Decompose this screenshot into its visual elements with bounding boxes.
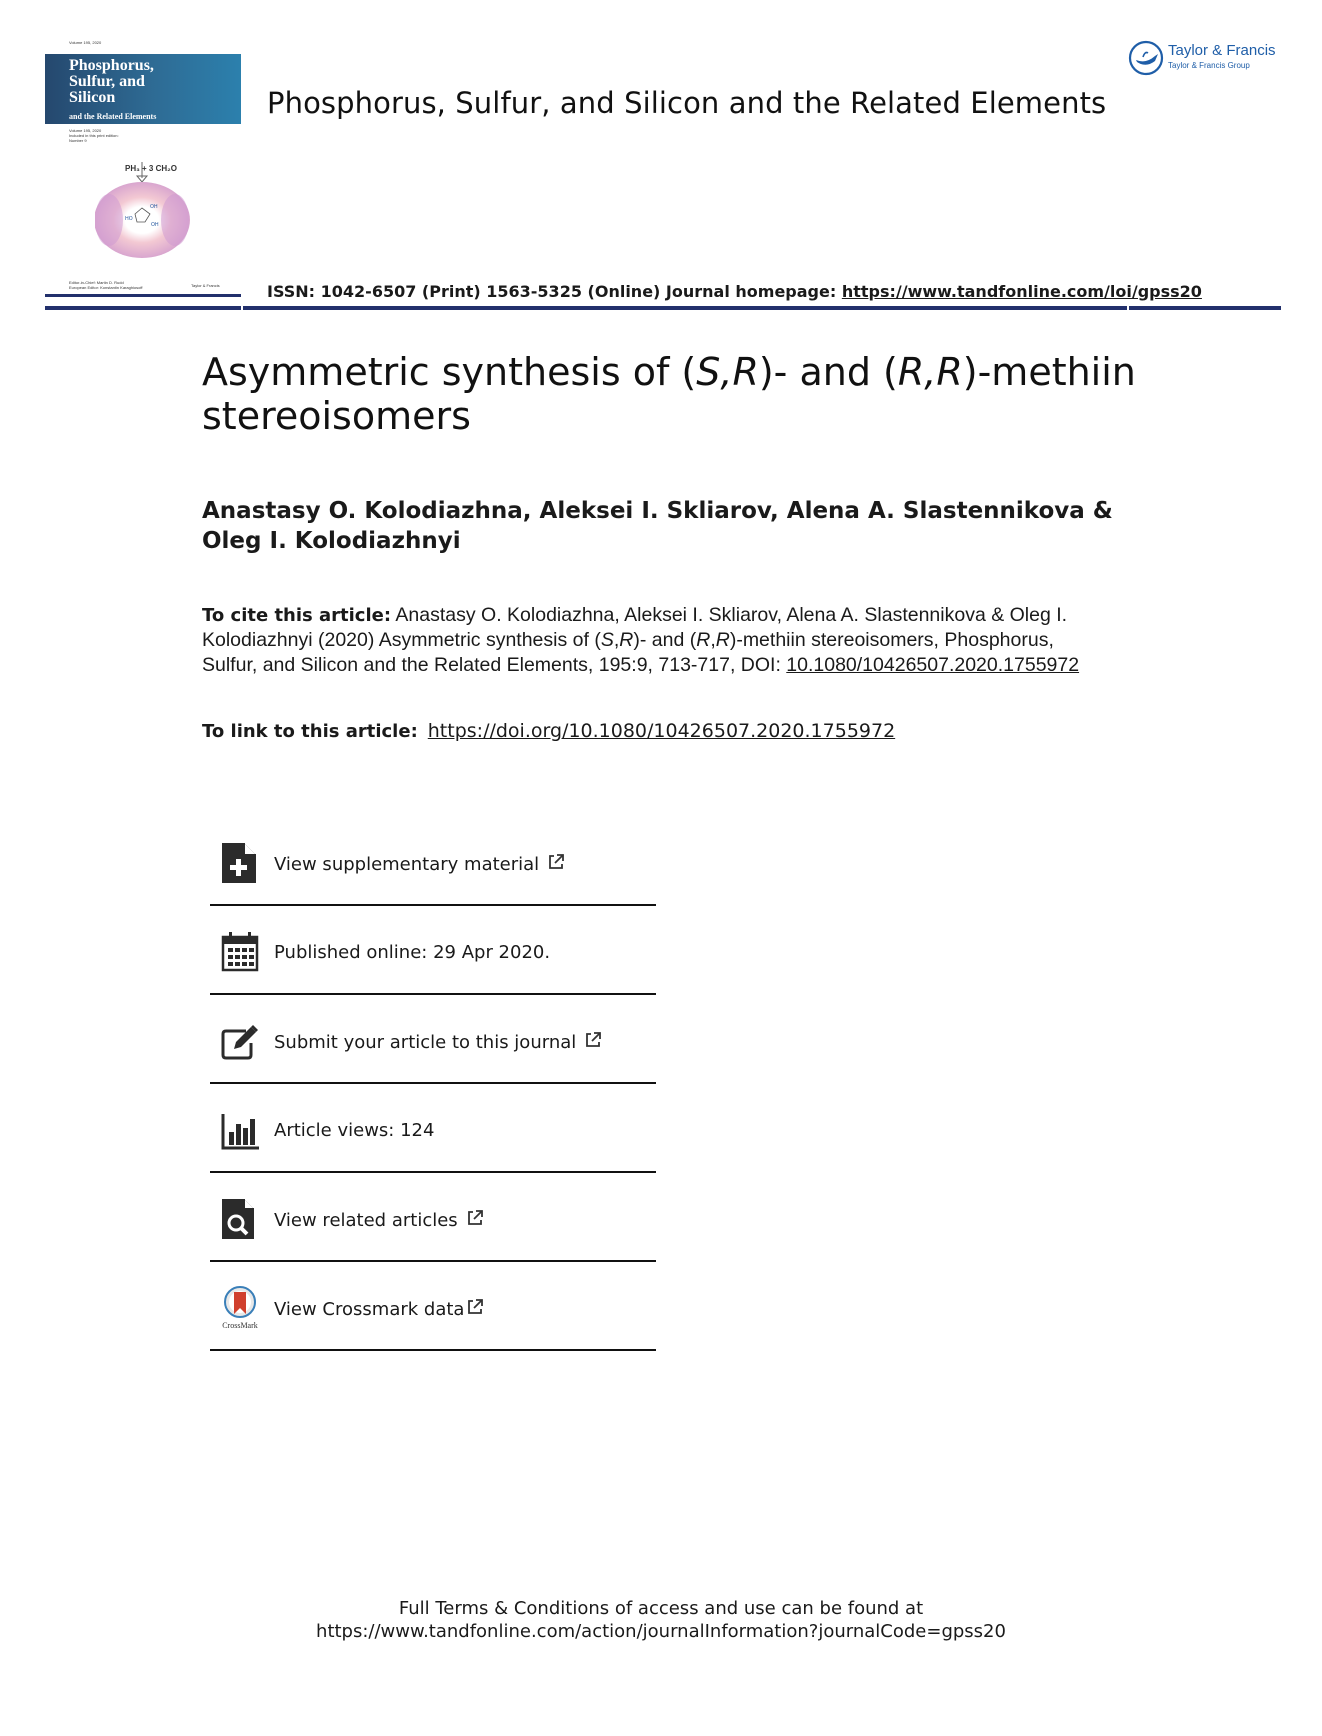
cover-editor-2: European Editor: Konstantin Karaghiosoff [69, 285, 143, 290]
external-link-icon [547, 853, 565, 871]
related-articles-link[interactable]: View related articles [274, 1210, 458, 1231]
article-title: Asymmetric synthesis of (S,R)- and (R,R)-methiin stereoisomers [202, 350, 1136, 438]
crossmark-icon [220, 1286, 260, 1330]
cover-title-line-2: Sulfur, and [69, 73, 145, 90]
cover-editor-1: Editor-in-Chief: Martin D. Rudd [69, 280, 124, 285]
footer-terms-line: Full Terms & Conditions of access and use can be found at [398, 1598, 924, 1619]
external-link-icon [466, 1298, 484, 1316]
header-rule [45, 306, 1281, 310]
cover-title-line-1: Phosphorus, [69, 57, 154, 74]
article-views-text: Article views: 124 [274, 1120, 435, 1141]
terms-footer [0, 1597, 1322, 1643]
svg-text:HO: HO [125, 216, 133, 222]
cover-subtitle: and the Related Elements [69, 112, 157, 121]
issn-line [267, 282, 1202, 301]
cover-title-band [45, 54, 241, 124]
cover-issue-3: Number 9 [69, 138, 87, 143]
article-link-row [202, 720, 895, 742]
publisher-group: Taylor & Francis Group [1168, 61, 1250, 70]
submit-article-row[interactable] [210, 993, 656, 1084]
svg-text:OH: OH [151, 222, 159, 228]
cover-issue-2: Included in this print edition: [69, 133, 119, 138]
citation-label: To cite this article: [202, 605, 392, 626]
supplementary-material-link[interactable]: View supplementary material [274, 854, 540, 875]
edit-icon [220, 1019, 260, 1063]
citation-block: To cite this article: Anastasy O. Kolodiazhna, Aleksei I. Skliarov, Alena A. Slastennikova & Oleg I. Kolodiazhnyi (2020) Asymmetric synthesis of (S,R)- and (R,R)-methiin stereoisomers, Phosphorus, Sulfur, and Silicon and the Related Elements, 195:9, 713-717, DOI: 10.1080/10426507.2020.1755972 [202, 604, 1080, 676]
cover-formula: PH₃ + 3 CH₂O [125, 164, 177, 173]
publisher-logo[interactable] [1128, 40, 1283, 80]
publisher-name: Taylor & Francis [1168, 42, 1276, 59]
article-doi-url[interactable]: https://doi.org/10.1080/10426507.2020.1755972 [427, 720, 896, 742]
file-plus-icon [220, 841, 260, 885]
article-authors: Anastasy O. Kolodiazhna, Aleksei I. Skliarov, Alena A. Slastennikova & Oleg I. Kolodiazhnyi [202, 498, 1113, 554]
article-views-row [210, 1082, 656, 1173]
submit-article-link[interactable]: Submit your article to this journal [274, 1032, 577, 1053]
article-link-label: To link to this article: [202, 721, 418, 742]
footer-terms-url[interactable]: https://www.tandfonline.com/action/journalInformation?journalCode=gpss20 [316, 1621, 1006, 1642]
issn-text: ISSN: 1042-6507 (Print) 1563-5325 (Online) Journal homepage: [267, 282, 842, 301]
cover-issue-1: Volume 195, 2020 [69, 128, 102, 133]
calendar-icon [220, 930, 260, 974]
cover-volume: Volume 195, 2020 [69, 40, 102, 45]
crossmark-link[interactable]: View Crossmark data [274, 1299, 465, 1320]
search-document-icon [220, 1197, 260, 1241]
journal-homepage-link[interactable]: https://www.tandfonline.com/loi/gpss20 [841, 282, 1202, 301]
publisher-lamp-icon [1128, 40, 1164, 76]
citation-doi-link[interactable]: 10.1080/10426507.2020.1755972 [786, 654, 1080, 676]
published-online-row [210, 904, 656, 995]
published-online-text: Published online: 29 Apr 2020. [274, 942, 551, 963]
cover-publisher: Taylor & Francis [191, 283, 220, 288]
cover-molecule-illustration [95, 156, 195, 266]
crossmark-row[interactable] [210, 1260, 656, 1351]
journal-cover-image [45, 36, 241, 298]
journal-title: Phosphorus, Sulfur, and Silicon and the Related Elements [267, 86, 1107, 120]
related-articles-row[interactable] [210, 1171, 656, 1262]
svg-text:OH: OH [150, 204, 158, 210]
external-link-icon [466, 1209, 484, 1227]
bar-chart-icon [220, 1108, 260, 1152]
cover-bottom-rule [45, 294, 241, 297]
supplementary-material-row[interactable] [210, 815, 656, 906]
cover-title-line-3: Silicon [69, 89, 116, 106]
crossmark-logo-text: CrossMark [222, 1321, 258, 1330]
external-link-icon [584, 1031, 602, 1049]
